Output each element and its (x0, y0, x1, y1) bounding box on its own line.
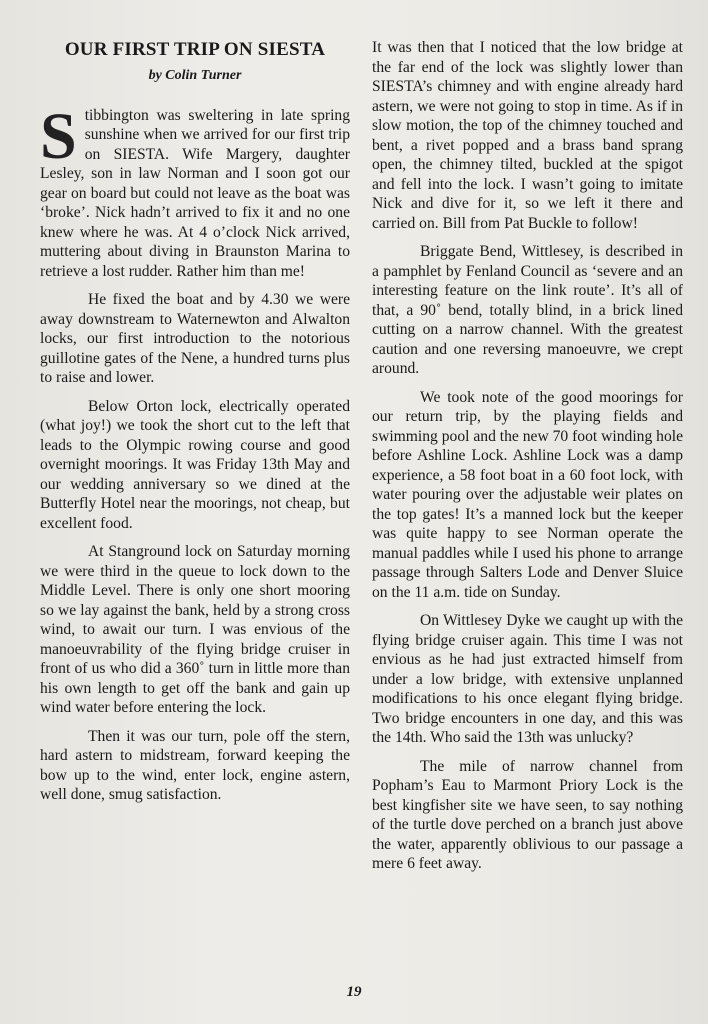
article-byline: by Colin Turner (148, 68, 242, 83)
paragraph: Below Orton lock, electrically operated (what joy!) we took the short cut to the left that leads to the Olympic rowing course and good overnight moorings. It was Friday 13th May and our wedding anniversary so we dined at the Butterfly Hotel near the moorings, not cheap, but excellent food. (40, 397, 350, 532)
paragraph: We took note of the good moorings for our return trip, by the playing fields and swimming pool and the new 70 foot winding hole before Ashline Lock. Ashline Lock was a damp experience, a 58 foot boat in a 60 foot lock, with water pouring over the adjustable weir plates on the top gates! It’s a manned lock but the keeper was quite happy to see Norman operate the manual paddles while I used his phone to arrange passage through Salters Lode and Denver Sluice on the 11 a.m. tide on Sunday. (372, 388, 683, 601)
paragraph: The mile of narrow channel from Popham’s Eau to Marmont Priory Lock is the best kingfisher site we have seen, to say nothing of the turtle dove perched on a branch just above the water, apparently oblivious to our passage a mere 6 feet away. (372, 757, 683, 872)
first-paragraph (40, 99, 350, 282)
paragraph: At Stanground lock on Saturday morning we were third in the queue to lock down to the Middle Level. There is only one short mooring so we lay against the bank, held by a strong cross wind, to await our turn. I was envious of the manoeuvrability of the flying bridge cruiser in front of us who did a 360˚ turn in little more than his own length to get off the bank and gain up wind water before entering the lock. (40, 543, 350, 716)
paragraph: Then it was our turn, pole off the stern, hard astern to midstream, forward keeping the bow up to the wind, enter lock, engine astern, well done, smug satisfaction. (40, 727, 350, 803)
paragraph-continued: It was then that I noticed that the low bridge at the far end of the lock was slightly lower than SIESTA’s chimney and with engine already hard astern, we were not going to stop in time. As if in slow motion, the top of the chimney touched and bent, a rivet popped and a brass band sprang open, the chimney tilted, buckled at the spigot and fell into the lock. I wasn’t going to imitate Nick and dive for it, so we left it there and carried on. Bill from Pat Buckle to follow! (372, 39, 683, 232)
paragraph: On Wittlesey Dyke we caught up with the flying bridge cruiser again. This time I was not envious as he had just extracted himself from under a low bridge, with extensive unplanned modifications to his once elegant flying bridge. Two bridge encounters in one day, and this was the 14th. Who said the 13th was unlucky? (372, 612, 683, 746)
left-column (40, 38, 350, 814)
drop-cap: S (40, 99, 77, 173)
article-title: OUR FIRST TRIP ON SIESTA (64, 39, 326, 60)
page-number: 19 (346, 984, 362, 1000)
paragraph: He fixed the boat and by 4.30 we were away downstream to Waternewton and Alwalton locks, our first introduction to the notorious guillotine gates of the Nene, a hundred turns plus to raise and lower. (40, 291, 350, 386)
paragraph: Briggate Bend, Wittlesey, is described in a pamphlet by Fenland Council as ‘severe and an interesting feature on the link route’. It’s all of that, a 90˚ bend, totally blind, in a brick lined cutting on a narrow channel. With the greatest caution and one reversing manoeuvre, we crept around. (372, 243, 683, 377)
first-paragraph-text: tibbington was sweltering in late spring sunshine when we arrived for our first trip on SIESTA. Wife Margery, daughter Lesley, son in law Norman and I soon got our gear on board but could not leave as the boat was ‘broke’. Nick hadn’t arrived to fix it and no one knew where he was. At 4 o’clock Nick arrived, muttering about diving in Braunston Marina to retrieve a lost rudder. Rather him than me! (40, 106, 350, 280)
right-column (372, 38, 683, 883)
